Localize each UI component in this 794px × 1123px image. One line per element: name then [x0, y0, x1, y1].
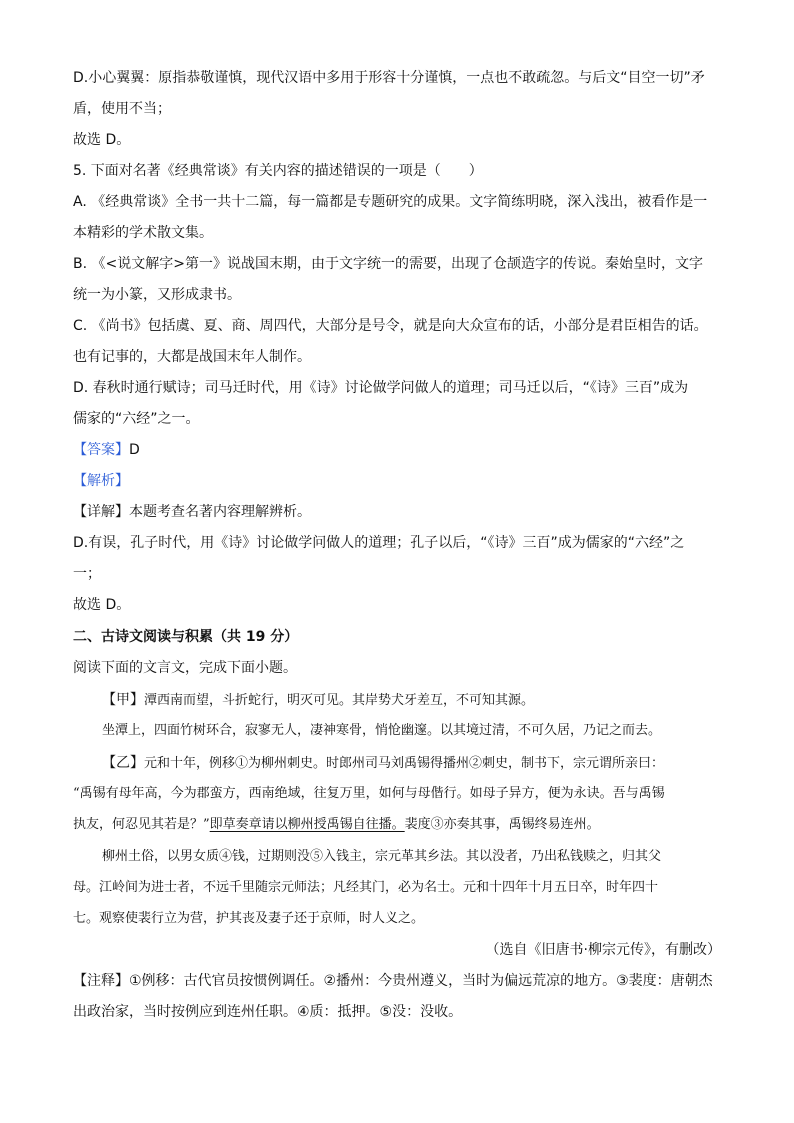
option-a-line2: 本精彩的学术散文集。 — [73, 225, 213, 241]
answer-row — [73, 440, 721, 460]
notes-line1: 【注释】①例移：古代官员按惯例调任。②播州：今贵州遵义，当时为偏远荒凉的地方。③裴度：唐朝杰 — [73, 973, 713, 989]
section-intro: 阅读下面的文言文，完成下面小题。 — [73, 660, 297, 676]
passage-yi-line6: 七。观察使裴行立为营，护其丧及妻子还于京师，时人义之。 — [73, 911, 425, 926]
prev-option-d-line2: 盾，使用不当； — [73, 101, 171, 117]
prev-option-d-line1: D.小心翼翼：原指恭敬谨慎，现代汉语中多用于形容十分谨慎，一点也不敢疏忽。与后文“目空一切”矛 — [73, 70, 705, 86]
explanation-line1: D.有误，孔子时代，用《诗》讨论做学问做人的道理；孔子以后，“《诗》三百”成为儒家的“六经”之 — [73, 535, 685, 551]
passage-yi-line5: 母。江岭间为进士者，不远千里随宗元师法；凡经其门，必为名士。元和十四年十月五日卒，时年四十 — [73, 880, 659, 895]
option-b-line1: B. 《<说文解字>第一》说战国末期，由于文字统一的需要，出现了仓颉造字的传说。秦始皇时，文字 — [73, 256, 703, 272]
prev-conclusion: 故选 D。 — [73, 132, 131, 148]
passage-yi-text3-plain: 执友，何忍见其若是？” — [73, 817, 210, 832]
section-heading: 二、古诗文阅读与积累（共 19 分） — [73, 629, 299, 645]
option-b-line2: 统一为小篆，又形成隶书。 — [73, 287, 241, 303]
detail-line: 【详解】本题考查名著内容理解辨析。 — [73, 504, 311, 520]
passage-jia-line2: 坐潭上，四面竹树环合，寂寥无人，凄神寒骨，悄怆幽邃。以其境过清，不可久居，乃记之而去。 — [102, 723, 662, 738]
option-c-line1: C. 《尚书》包括虞、夏、商、周四代，大部分是号令，就是向大众宣布的话，小部分是君臣相告的话。 — [73, 318, 708, 334]
passage-yi-line3 — [73, 815, 721, 835]
passage-jia-line1 — [102, 690, 750, 711]
passage-yi-line4: 柳州土俗，以男女质④钱，过期则没⑤入钱主，宗元革其乡法。其以没者，乃出私钱赎之，归其父 — [102, 849, 662, 864]
answer-value: D — [129, 442, 140, 458]
option-d-line1: D. 春秋时通行赋诗；司马迁时代，用《诗》讨论做学问做人的道理；司马迁以后，“《诗》三百”成为 — [73, 380, 689, 396]
question-5-stem: 5. 下面对名著《经典常谈》有关内容的描述错误的一项是（ ） — [73, 163, 483, 179]
passage-yi-text3-rest: 裴度③亦奏其事，禹锡终易连州。 — [404, 817, 600, 832]
source-citation: （选自《旧唐书·柳宗元传》，有删改） — [485, 942, 721, 958]
passage-yi-text1: 元和十年，例移①为柳州刺史。时郎州司马刘禹锡得播州②刺史，制书下，宗元谓所亲曰： — [144, 756, 665, 771]
notes-line2: 出政治家，当时按例应到连州任职。④质：抵押。⑤没：没收。 — [73, 1004, 463, 1020]
passage-yi-line1 — [102, 753, 750, 774]
passage-yi-label: 【乙】 — [102, 755, 144, 771]
underlined-sentence: 即草奏章请以柳州授禹锡自往播。 — [209, 817, 405, 832]
analysis-label: 【解析】 — [73, 473, 129, 489]
option-d-line2: 儒家的“六经”之一。 — [73, 411, 200, 427]
q5-conclusion: 故选 D。 — [73, 597, 131, 613]
option-a-line1: A. 《经典常谈》全书一共十二篇，每一篇都是专题研究的成果。文字简练明晓，深入浅出，被看作是一 — [73, 194, 708, 210]
option-c-line2: 也有记事的，大都是战国末年人制作。 — [73, 349, 311, 365]
explanation-line2: 一； — [73, 566, 101, 582]
answer-label: 【答案】 — [73, 442, 129, 458]
passage-yi-line2: “禹锡有母年高，今为郡蛮方，西南绝域，往复万里，如何与母偕行。如母子异方，便为永诀。吾与禹锡 — [73, 786, 665, 801]
passage-jia-text1: 潭西南而望，斗折蛇行，明灭可见。其岸势犬牙差互，不可知其源。 — [144, 693, 535, 708]
passage-jia-label: 【甲】 — [102, 692, 144, 708]
